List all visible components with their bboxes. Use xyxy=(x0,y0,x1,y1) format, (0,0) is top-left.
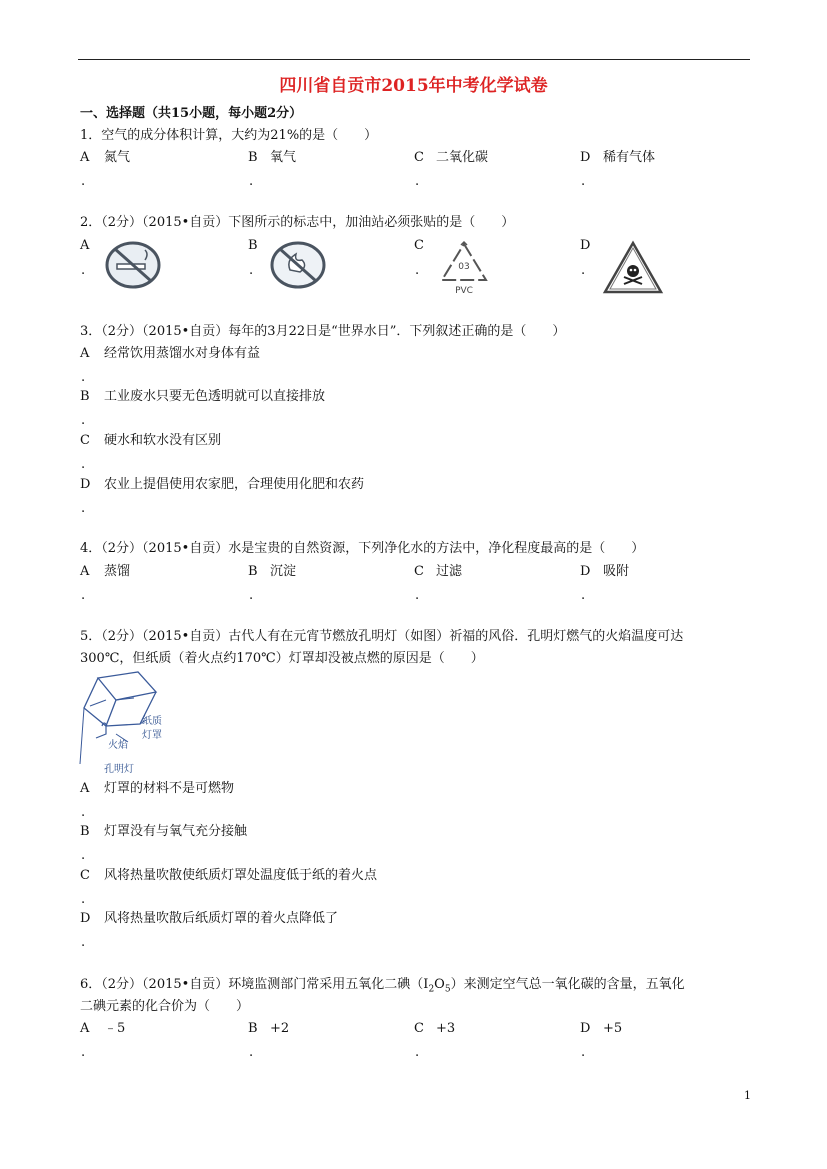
option-a-text: 蒸馏 xyxy=(104,564,131,579)
recycle-label: PVC xyxy=(455,286,473,296)
option-d-letter: D xyxy=(580,150,591,165)
option-a-letter: A xyxy=(80,781,90,796)
option-a-letter: A xyxy=(80,564,90,579)
page-number: 1 xyxy=(744,1089,751,1102)
option-dot: . xyxy=(81,370,86,385)
option-b-letter: B xyxy=(248,1021,258,1036)
option-c-letter: C xyxy=(414,564,424,579)
option-dot: . xyxy=(249,1045,254,1060)
option-d-text: 吸附 xyxy=(603,564,630,579)
page-title: 四川省自贡市2015年中考化学试卷 xyxy=(279,76,548,96)
option-d-letter: D xyxy=(80,911,91,926)
option-a-letter: A xyxy=(80,238,90,253)
option-c-letter: C xyxy=(414,150,424,165)
option-dot: . xyxy=(249,174,254,189)
option-c-text: 硬水和软水没有区别 xyxy=(104,433,222,448)
option-dot: . xyxy=(81,263,86,278)
subscript: 2 xyxy=(428,984,435,995)
option-dot: . xyxy=(249,263,254,278)
option-dot: . xyxy=(81,501,86,516)
option-dot: . xyxy=(81,1045,86,1060)
option-dot: . xyxy=(581,263,586,278)
question-3-stem: 3．（2分）（2015•自贡）每年的3月22日是“世界水日”．下列叙述正确的是（ ） xyxy=(80,324,566,339)
question-4-stem: 4．（2分）（2015•自贡）水是宝贵的自然资源，下列净化水的方法中，净化程度最高的是（ ） xyxy=(80,541,645,556)
option-dot: . xyxy=(81,413,86,428)
option-c-letter: C xyxy=(414,238,424,253)
option-dot: . xyxy=(415,588,420,603)
option-dot: . xyxy=(81,892,86,907)
recycle-pvc-icon xyxy=(434,238,494,296)
option-c-text: 过滤 xyxy=(436,564,463,579)
poison-icon xyxy=(602,240,664,296)
option-a-text: 经常饮用蒸馏水对身体有益 xyxy=(104,346,261,361)
option-dot: . xyxy=(581,1045,586,1060)
stem-part: ）来测定空气总一氧化碳的含量，五氧化 xyxy=(450,977,685,992)
option-b-text: 灯罩没有与氧气充分接触 xyxy=(104,824,248,839)
option-dot: . xyxy=(581,174,586,189)
option-d-text: 稀有气体 xyxy=(603,150,656,165)
no-smoking-icon xyxy=(103,240,163,290)
option-c-letter: C xyxy=(80,433,90,448)
option-a-letter: A xyxy=(80,150,90,165)
option-c-text: +3 xyxy=(436,1021,456,1036)
option-d-letter: D xyxy=(580,564,591,579)
label-flame: 火焰 xyxy=(108,740,128,751)
option-dot: . xyxy=(81,848,86,863)
option-dot: . xyxy=(81,174,86,189)
option-a-letter: A xyxy=(80,1021,90,1036)
stem-part: O xyxy=(434,977,445,992)
option-b-text: 氧气 xyxy=(270,150,297,165)
option-b-letter: B xyxy=(80,389,90,404)
option-dot: . xyxy=(415,174,420,189)
option-dot: . xyxy=(81,935,86,950)
header-rule xyxy=(78,59,750,60)
question-5-stem-line2: 300℃，但纸质（着火点约170℃）灯罩却没被点燃的原因是（ ） xyxy=(80,651,484,666)
option-a-text: 灯罩的材料不是可燃物 xyxy=(104,781,235,796)
question-6-stem-line2: 二碘元素的化合价为（ ） xyxy=(80,999,250,1014)
option-dot: . xyxy=(81,588,86,603)
option-dot: . xyxy=(415,263,420,278)
option-a-text: ﹣5 xyxy=(104,1021,126,1036)
option-b-letter: B xyxy=(80,824,90,839)
subscript: 5 xyxy=(444,984,451,995)
option-a-letter: A xyxy=(80,346,90,361)
question-6-stem-line1 xyxy=(80,977,685,998)
option-c-text: 二氧化碳 xyxy=(436,150,489,165)
option-dot: . xyxy=(81,805,86,820)
option-b-text: 沉淀 xyxy=(270,564,297,579)
kongming-lantern-figure xyxy=(76,668,186,780)
option-c-letter: C xyxy=(414,1021,424,1036)
option-b-letter: B xyxy=(248,564,258,579)
option-d-text: 风将热量吹散后纸质灯罩的着火点降低了 xyxy=(104,911,339,926)
option-dot: . xyxy=(249,588,254,603)
option-c-letter: C xyxy=(80,868,90,883)
option-d-letter: D xyxy=(580,1021,591,1036)
label-lantern: 孔明灯 xyxy=(104,764,134,775)
label-shade: 灯罩 xyxy=(142,730,162,741)
option-dot: . xyxy=(581,588,586,603)
no-fire-icon xyxy=(268,240,328,290)
option-dot: . xyxy=(415,1045,420,1060)
option-c-text: 风将热量吹散使纸质灯罩处温度低于纸的着火点 xyxy=(104,868,378,883)
question-2-stem: 2．（2分）（2015•自贡）下图所示的标志中，加油站必须张贴的是（ ） xyxy=(80,215,515,230)
label-paper: 纸质 xyxy=(142,716,162,727)
option-b-text: 工业废水只要无色透明就可以直接排放 xyxy=(104,389,326,404)
question-5-stem-line1: 5．（2分）（2015•自贡）古代人有在元宵节燃放孔明灯（如图）祈福的风俗．孔明灯燃气的火焰温度可达 xyxy=(80,629,684,644)
option-a-text: 氮气 xyxy=(104,150,131,165)
option-d-text: 农业上提倡使用农家肥，合理使用化肥和农药 xyxy=(104,477,365,492)
stem-part: 6．（2分）（2015•自贡）环境监测部门常采用五氧化二碘（I xyxy=(80,977,429,992)
section-heading: 一、选择题（共15小题，每小题2分） xyxy=(80,106,303,121)
question-1-stem: 1．空气的成分体积计算，大约为21%的是（ ） xyxy=(80,128,378,143)
option-d-letter: D xyxy=(80,477,91,492)
option-b-text: +2 xyxy=(270,1021,290,1036)
option-d-text: +5 xyxy=(603,1021,623,1036)
option-b-letter: B xyxy=(248,150,258,165)
option-b-letter: B xyxy=(248,238,258,253)
recycle-code: 03 xyxy=(458,262,470,272)
option-dot: . xyxy=(81,457,86,472)
option-d-letter: D xyxy=(580,238,591,253)
